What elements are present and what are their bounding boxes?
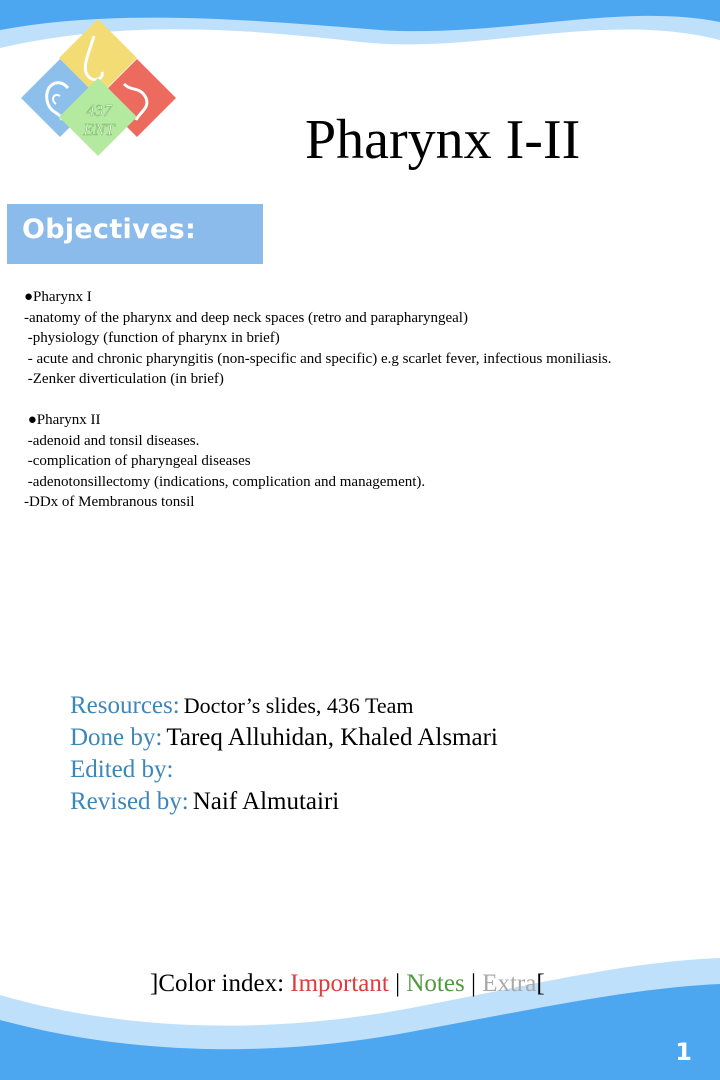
resources-label: Resources: (70, 692, 180, 719)
resources-row (70, 690, 498, 722)
objectives-banner (7, 204, 263, 264)
objectives-list (24, 287, 612, 513)
page-title: Pharynx I-II (305, 109, 581, 171)
color-index-open: ]Color index: (150, 970, 291, 997)
resources-value: Doctor’s slides, 436 Team (183, 693, 414, 718)
objective-item: -DDx of Membranous tonsil (24, 494, 195, 510)
color-index-notes: Notes (406, 970, 465, 997)
footer-wave (0, 940, 720, 1080)
objective-item: ●Pharynx II (24, 412, 101, 428)
logo-text: ENT (83, 120, 115, 139)
credits-block (70, 690, 498, 818)
ent-logo (20, 16, 180, 164)
page-number: 1 (675, 1038, 692, 1066)
objective-spacer (24, 390, 612, 411)
color-index-important: Important (290, 970, 389, 997)
objective-item: ●Pharynx I (24, 289, 92, 305)
color-index-close: [ (536, 970, 545, 997)
revised-by-value: Naif Almutairi (192, 788, 340, 815)
color-index-separator: | (464, 970, 483, 997)
objectives-heading: Objectives: (22, 214, 197, 245)
logo-number: 437 (86, 101, 112, 120)
objective-item: -complication of pharyngeal diseases (24, 453, 251, 469)
done-by-label: Done by: (70, 724, 163, 751)
color-index (150, 970, 545, 998)
color-index-extra: Extra (482, 970, 537, 997)
objective-item: -adenoid and tonsil diseases. (24, 432, 200, 449)
revised-by-label: Revised by: (70, 788, 189, 815)
done-by-value: Tareq Alluhidan, Khaled Alsmari (166, 724, 498, 751)
objective-item: - acute and chronic pharyngitis (non-specific and specific) e.g scarlet fever, infectious moniliasis. (24, 350, 612, 367)
revised-by-row (70, 786, 498, 818)
objective-item: -Zenker diverticulation (in brief) (24, 371, 224, 387)
done-by-row (70, 722, 498, 754)
objective-item: -anatomy of the pharynx and deep neck spaces (retro and parapharyngeal) (24, 309, 468, 326)
objective-item: -adenotonsillectomy (indications, complication and management). (24, 473, 426, 490)
objective-item: -physiology (function of pharynx in brief) (24, 330, 280, 346)
edited-by-row (70, 754, 498, 786)
edited-by-label: Edited by: (70, 756, 174, 783)
color-index-separator: | (388, 970, 407, 997)
